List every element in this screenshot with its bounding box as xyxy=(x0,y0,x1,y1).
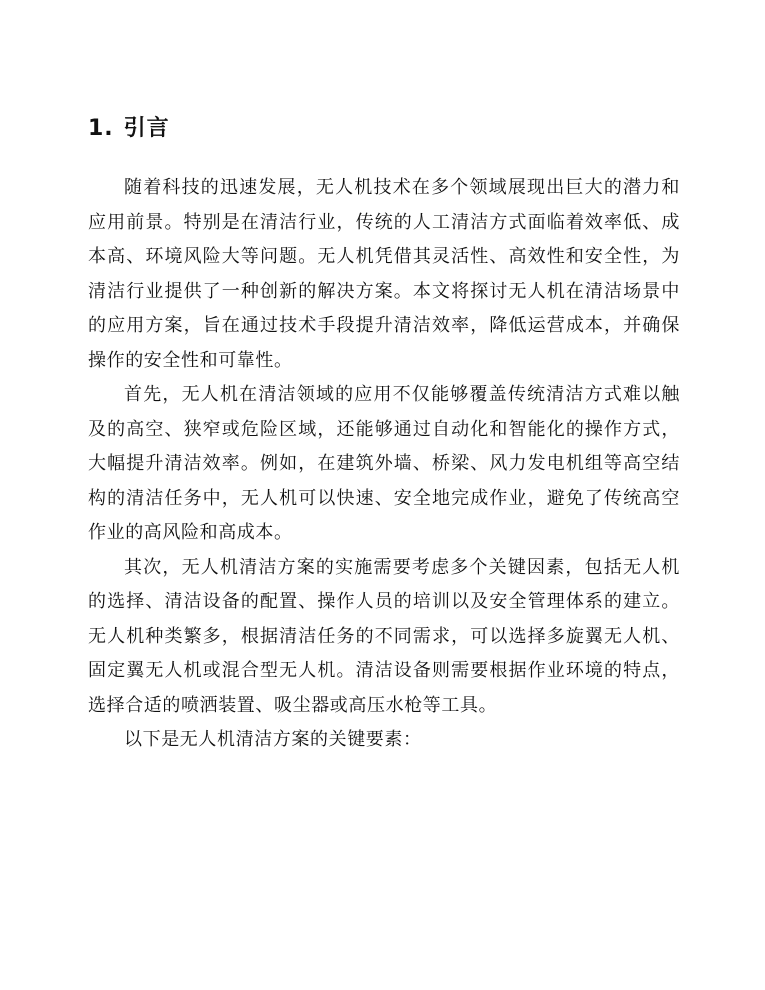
paragraph-key-elements: 以下是无人机清洁方案的关键要素： xyxy=(124,729,422,750)
section-title: 引言 xyxy=(123,116,170,141)
paragraph-second: 其次，无人机清洁方案的实施需要考虑多个关键因素，包括无人机的选择、清洁设备的配置、操作人员的培训以及安全管理体系的建立。无人机种类繁多，根据清洁任务的不同需求，可以选择多旋翼无人机、固定翼无人机或混合型无人机。清洁设备则需要根据作业环境的特点，选择合适的喷洒装置、吸尘器或高压水枪等工具。 xyxy=(88,556,680,716)
paragraph-intro: 随着科技的迅速发展，无人机技术在多个领域展现出巨大的潜力和应用前景。特别是在清洁行业，传统的人工清洁方式面临着效率低、成本高、环境风险大等问题。无人机凭借其灵活性、高效性和安全性，为清洁行业提供了一种创新的解决方案。本文将探讨无人机在清洁场景中的应用方案，旨在通过技术手段提升清洁效率，降低运营成本，并确保操作的安全性和可靠性。 xyxy=(88,177,680,371)
section-number: 1. xyxy=(88,116,114,141)
section-heading xyxy=(88,114,170,144)
body-text xyxy=(88,171,680,758)
paragraph-first: 首先，无人机在清洁领域的应用不仅能够覆盖传统清洁方式难以触及的高空、狭窄或危险区域，还能够通过自动化和智能化的操作方式，大幅提升清洁效率。例如，在建筑外墙、桥梁、风力发电机组等高空结构的清洁任务中，无人机可以快速、安全地完成作业，避免了传统高空作业的高风险和高成本。 xyxy=(88,384,680,543)
